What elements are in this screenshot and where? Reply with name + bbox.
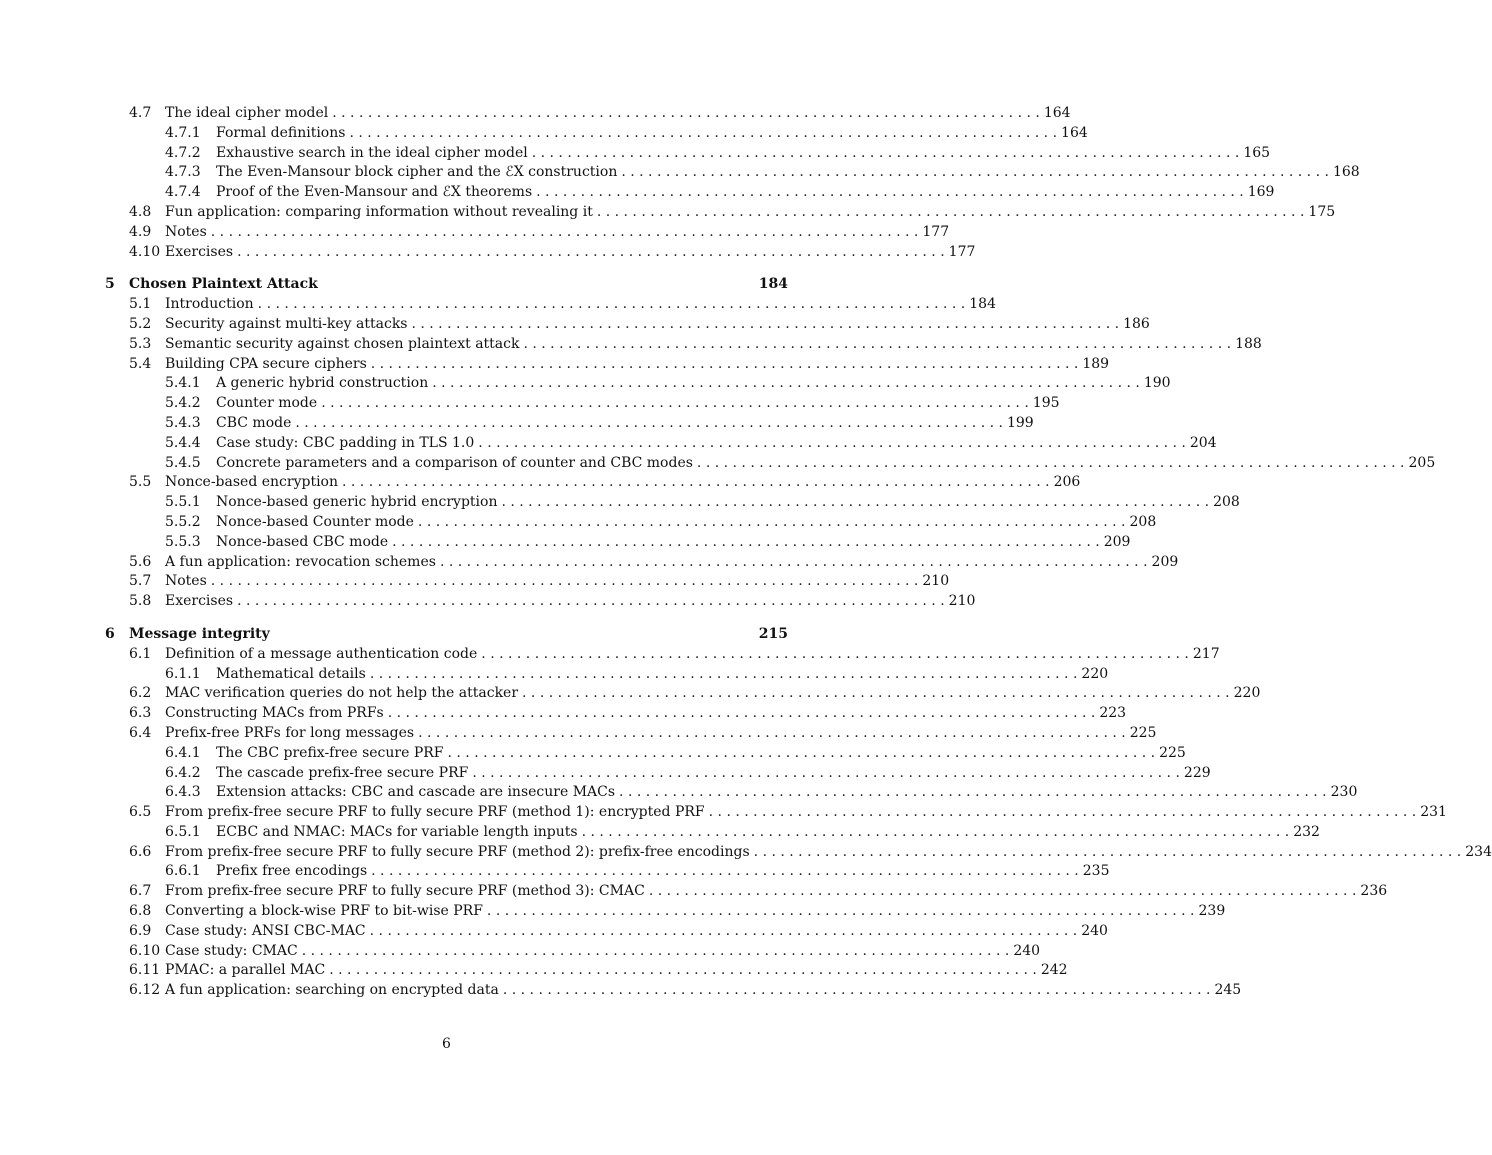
toc-entry-title: Prefix free encodings xyxy=(216,863,368,880)
dot-leader: . . . . . . . . . . . . . . . . . . . . . . . . . . . . . . . . . . . . . . . . . . . . . . . . . . . . . . . . . . . . . . . . . . . . . . . . . . . . . . . . xyxy=(387,705,1096,722)
toc-entry-title: Introduction xyxy=(165,296,254,313)
toc-entry-title: Counter mode xyxy=(216,395,318,412)
toc-entry-title: The Even-Mansour block cipher and the ℰX construction xyxy=(216,164,618,181)
toc-entry-title: Case study: CMAC xyxy=(165,942,298,959)
toc-entry-title: The ideal cipher model xyxy=(165,105,329,121)
toc-entry-title: Concrete parameters and a comparison of counter and CBC modes xyxy=(216,454,693,471)
dot-leader: . . . . . . . . . . . . . . . . . . . . . . . . . . . . . . . . . . . . . . . . . . . . . . . . . . . . . . . . . . . . . . . . . . . . . . . . . . . . . . . . xyxy=(621,164,1329,181)
toc-entry-page: 230 xyxy=(1330,784,1358,801)
toc-entry-title: MAC verification queries do not help the attacker xyxy=(165,685,519,702)
toc-entry-page: 189 xyxy=(1082,355,1110,372)
toc-section[interactable] xyxy=(105,882,1388,902)
toc-entry-number: 5 xyxy=(105,276,115,293)
dot-leader: . . . . . . . . . . . . . . . . . . . . . . . . . . . . . . . . . . . . . . . . . . . . . . . . . . . . . . . . . . . . . . . . . . . . . . . . . . . . . . . . xyxy=(321,395,1029,412)
toc-entry-page: 220 xyxy=(1233,685,1261,702)
toc-entry-page: 164 xyxy=(1061,124,1088,141)
toc-subsection[interactable] xyxy=(105,124,1088,144)
toc-entry-page: 169 xyxy=(1247,184,1275,201)
toc-entry-title: Mathematical details xyxy=(216,665,366,682)
toc-entry-title: Nonce-based Counter mode xyxy=(216,513,414,530)
toc-entry-page: 188 xyxy=(1235,335,1262,352)
toc-subsection[interactable] xyxy=(105,394,1060,414)
dot-leader: . . . . . . . . . . . . . . . . . . . . . . . . . . . . . . . . . . . . . . . . . . . . . . . . . . . . . . . . . . . . . . . . . . . . . . . . . . . . . . . . xyxy=(581,823,1290,840)
toc-entry-title: Nonce-based generic hybrid encryption xyxy=(216,494,498,511)
toc-entry-number: 6.4.3 xyxy=(165,784,201,801)
dot-leader: . . . . . . . . . . . . . . . . . . . . . . . . . . . . . . . . . . . . . . . . . . . . . . . . . . . . . . . . . . . . . . . . . . . . . . . . . . . . . . . . xyxy=(237,243,945,260)
toc-entry-title: From prefix-free secure PRF to fully secure PRF (method 1): encrypted PRF xyxy=(165,804,705,821)
toc-entry-title: Fun application: comparing information without revealing it xyxy=(165,203,593,220)
dot-leader: . . . . . . . . . . . . . . . . . . . . . . . . . . . . . . . . . . . . . . . . . . . . . . . . . . . . . . . . . . . . . . . . . . . . . . . . . . . . . . . . xyxy=(349,124,1058,141)
dot-leader: . . . . . . . . . . . . . . . . . . . . . . . . . . . . . . . . . . . . . . . . . . . . . . . . . . . . . . . . . . . . . . . . . . . . . . . . . . . . . . . . xyxy=(342,474,1050,491)
toc-entry-page: 190 xyxy=(1143,375,1171,392)
toc-entry-page: 242 xyxy=(1040,962,1068,979)
toc-entry-page: 215 xyxy=(758,625,788,642)
toc-entry-number: 4.7.2 xyxy=(165,144,201,161)
toc-entry-number: 6.9 xyxy=(129,922,152,939)
toc-entry-title: Nonce-based CBC mode xyxy=(216,533,389,550)
toc-subsection[interactable] xyxy=(105,144,1271,164)
toc-subsection[interactable] xyxy=(105,374,1171,394)
table-of-contents xyxy=(105,104,1492,1001)
toc-entry-number: 6.4 xyxy=(129,724,152,741)
toc-entry-page: 240 xyxy=(1081,922,1108,939)
toc-entry-number: 5.1 xyxy=(129,296,152,313)
toc-entry-number: 6.4.1 xyxy=(165,744,201,761)
toc-section[interactable] xyxy=(105,104,1071,124)
toc-entry-title: PMAC: a parallel MAC xyxy=(165,962,326,979)
toc-entry-page: 236 xyxy=(1360,883,1388,900)
toc-entry-page: 232 xyxy=(1293,823,1320,840)
toc-entry-number: 4.7.1 xyxy=(165,124,201,141)
toc-entry-title: Chosen Plaintext Attack xyxy=(129,276,318,293)
toc-section[interactable] xyxy=(105,902,1226,922)
toc-entry-number: 5.4.3 xyxy=(165,414,201,431)
toc-section[interactable] xyxy=(105,473,1081,493)
toc-entry-number: 5.4.2 xyxy=(165,395,201,412)
toc-entry-title: The cascade prefix-free secure PRF xyxy=(216,764,469,781)
toc-entry-title: A fun application: searching on encrypted data xyxy=(165,982,499,999)
toc-subsection[interactable] xyxy=(105,533,1131,553)
toc-entry-number: 6.10 xyxy=(129,942,161,959)
dot-leader: . . . . . . . . . . . . . . . . . . . . . . . . . . . . . . . . . . . . . . . . . . . . . . . . . . . . . . . . . . . . . . . . . . . . . . . . . . . . . . . . xyxy=(531,144,1240,161)
toc-subsection[interactable] xyxy=(105,744,1186,764)
toc-entry-page: 210 xyxy=(922,573,950,590)
toc-subsection[interactable] xyxy=(105,183,1275,203)
toc-entry-title: Extension attacks: CBC and cascade are insecure MACs xyxy=(216,784,616,801)
toc-subsection[interactable] xyxy=(105,414,1034,434)
toc-entry-number: 6.1.1 xyxy=(165,665,201,682)
toc-entry-page: 240 xyxy=(1013,942,1041,959)
toc-entry-number: 5.5.3 xyxy=(165,533,201,550)
toc-entry-title: Exercises xyxy=(165,243,234,260)
dot-leader: . . . . . . . . . . . . . . . . . . . . . . . . . . . . . . . . . . . . . . . . . . . . . . . . . . . . . . . . . . . . . . . . . . . . . . . . . . . . . . . . xyxy=(478,434,1186,451)
dot-leader: . . . . . . . . . . . . . . . . . . . . . . . . . . . . . . . . . . . . . . . . . . . . . . . . . . . . . . . . . . . . . . . . . . . . . . . . . . . . . . . . xyxy=(439,553,1148,570)
toc-subsection[interactable] xyxy=(105,513,1157,533)
toc-entry-title: A fun application: revocation schemes xyxy=(165,553,436,570)
dot-leader: . . . . . . . . . . . . . . . . . . . . . . . . . . . . . . . . . . . . . . . . . . . . . . . . . . . . . . . . . . . . . . . . . . . . . . . . . . . . . . . . xyxy=(753,843,1462,860)
dot-leader: . . . . . . . . . . . . . . . . . . . . . . . . . . . . . . . . . . . . . . . . . . . . . . . . . . . . . . . . . . . . . . . . . . . . . . . . . . . . . . . . xyxy=(523,335,1232,352)
toc-section[interactable] xyxy=(105,645,1220,665)
toc-section[interactable] xyxy=(105,724,1157,744)
toc-entry-number: 6.11 xyxy=(129,962,161,979)
toc-entry-title: CBC mode xyxy=(216,414,292,431)
dot-leader: . . . . . . . . . . . . . . . . . . . . . . . . . . . . . . . . . . . . . . . . . . . . . . . . . . . . . . . . . . . . . . . . . . . . . . . . . . . . . . . . xyxy=(501,494,1210,511)
toc-entry-page: 168 xyxy=(1332,164,1360,181)
toc-entry-number: 6.6 xyxy=(129,843,152,860)
toc-entry-page: 225 xyxy=(1159,744,1186,761)
toc-entry-page: 165 xyxy=(1243,144,1271,161)
toc-entry-title: Notes xyxy=(165,573,207,590)
toc-entry-number: 5.8 xyxy=(129,593,152,610)
toc-entry-title: Proof of the Even-Mansour and ℰX theorems xyxy=(216,184,533,201)
dot-leader: . . . . . . . . . . . . . . . . . . . . . . . . . . . . . . . . . . . . . . . . . . . . . . . . . . . . . . . . . . . . . . . . . . . . . . . . . . . . . . . . xyxy=(696,454,1405,471)
toc-entry-number: 4.10 xyxy=(129,243,161,260)
page-number: 6 xyxy=(442,1036,451,1052)
toc-section[interactable] xyxy=(105,572,950,592)
dot-leader: . . . . . . . . . . . . . . . . . . . . . . . . . . . . . . . . . . . . . . . . . . . . . . . . . . . . . . . . . . . . . . . . . . . . . . . . . . . . . . . . xyxy=(536,184,1244,201)
dot-leader: . . . . . . . . . . . . . . . . . . . . . . . . . . . . . . . . . . . . . . . . . . . . . . . . . . . . . . . . . . . . . . . . . . . . . . . . . . . . . . . . xyxy=(486,903,1195,920)
toc-entry-title: Prefix-free PRFs for long messages xyxy=(165,724,415,741)
dot-leader: . . . . . . . . . . . . . . . . . . . . . . . . . . . . . . . . . . . . . . . . . . . . . . . . . . . . . . . . . . . . . . . . . . . . . . . . . . . . . . . . xyxy=(648,883,1357,900)
toc-entry-title: Notes xyxy=(165,223,207,240)
toc-entry-number: 4.9 xyxy=(129,223,152,240)
dot-leader: . . . . . . . . . . . . . . . . . . . . . . . . . . . . . . . . . . . . . . . . . . . . . . . . . . . . . . . . . . . . . . . . . . . . . . . . . . . . . . . . xyxy=(418,724,1126,741)
toc-section[interactable] xyxy=(105,335,1262,355)
dot-leader: . . . . . . . . . . . . . . . . . . . . . . . . . . . . . . . . . . . . . . . . . . . . . . . . . . . . . . . . . . . . . . . . . . . . . . . . . . . . . . . . xyxy=(210,223,919,240)
toc-entry-number: 6.8 xyxy=(129,903,152,920)
toc-entry-number: 6.12 xyxy=(129,982,161,999)
toc-entry-title: Definition of a message authentication code xyxy=(165,645,478,662)
toc-entry-title: From prefix-free secure PRF to fully secure PRF (method 2): prefix-free encodings xyxy=(165,843,750,860)
dot-leader: . . . . . . . . . . . . . . . . . . . . . . . . . . . . . . . . . . . . . . . . . . . . . . . . . . . . . . . . . . . . . . . . . . . . . . . . . . . . . . . . xyxy=(708,804,1417,821)
toc-entry-number: 6.3 xyxy=(129,705,152,722)
toc-entry-title: The CBC prefix-free secure PRF xyxy=(216,744,444,761)
toc-entry-page: 177 xyxy=(922,223,950,240)
toc-entry-page: 199 xyxy=(1006,414,1034,431)
toc-entry-title: A generic hybrid construction xyxy=(216,375,429,392)
dot-leader: . . . . . . . . . . . . . . . . . . . . . . . . . . . . . . . . . . . . . . . . . . . . . . . . . . . . . . . . . . . . . . . . . . . . . . . . . . . . . . . . xyxy=(295,414,1003,431)
toc-entry-number: 5.5.2 xyxy=(165,513,201,530)
toc-section[interactable] xyxy=(105,704,1127,724)
toc-subsection[interactable] xyxy=(105,823,1320,843)
toc-entry-number: 6.6.1 xyxy=(165,863,201,880)
toc-section[interactable] xyxy=(105,922,1108,942)
dot-leader: . . . . . . . . . . . . . . . . . . . . . . . . . . . . . . . . . . . . . . . . . . . . . . . . . . . . . . . . . . . . . . . . . . . . . . . . . . . . . . . . xyxy=(301,942,1010,959)
toc-entry-page: 239 xyxy=(1198,903,1226,920)
toc-entry-number: 5.4.4 xyxy=(165,434,201,451)
dot-leader: . . . . . . . . . . . . . . . . . . . . . . . . . . . . . . . . . . . . . . . . . . . . . . . . . . . . . . . . . . . . . . . . . . . . . . . . . . . . . . . . xyxy=(522,685,1230,702)
toc-section[interactable] xyxy=(105,223,950,243)
toc-entry-number: 5.5.1 xyxy=(165,494,201,511)
toc-entry-number: 5.4.1 xyxy=(165,375,201,392)
toc-entry-page: 245 xyxy=(1214,982,1242,999)
toc-entry-page: 204 xyxy=(1189,434,1217,451)
toc-section[interactable] xyxy=(105,295,996,315)
dot-leader: . . . . . . . . . . . . . . . . . . . . . . . . . . . . . . . . . . . . . . . . . . . . . . . . . . . . . . . . . . . . . . . . . . . . . . . . . . . . . . . . xyxy=(619,784,1327,801)
dot-leader: . . . . . . . . . . . . . . . . . . . . . . . . . . . . . . . . . . . . . . . . . . . . . . . . . . . . . . . . . . . . . . . . . . . . . . . . . . . . . . . . xyxy=(237,593,945,610)
toc-entry-title: Constructing MACs from PRFs xyxy=(165,705,384,722)
toc-entry-title: Converting a block-wise PRF to bit-wise PRF xyxy=(165,903,483,920)
toc-entry-page: 208 xyxy=(1129,513,1157,530)
toc-entry-number: 5.4.5 xyxy=(165,454,201,471)
toc-entry-page: 223 xyxy=(1099,705,1127,722)
dot-leader: . . . . . . . . . . . . . . . . . . . . . . . . . . . . . . . . . . . . . . . . . . . . . . . . . . . . . . . . . . . . . . . . . . . . . . . . . . . . . . . . xyxy=(502,982,1211,999)
toc-subsection[interactable] xyxy=(105,454,1436,474)
toc-entry-title: From prefix-free secure PRF to fully secure PRF (method 3): CMAC xyxy=(165,883,645,900)
toc-entry-page: 175 xyxy=(1308,203,1336,220)
toc-section[interactable] xyxy=(105,961,1068,981)
toc-entry-number: 4.7 xyxy=(129,105,152,121)
toc-entry-number: 4.7.4 xyxy=(165,184,201,201)
toc-entry-page: 177 xyxy=(948,243,976,260)
dot-leader: . . . . . . . . . . . . . . . . . . . . . . . . . . . . . . . . . . . . . . . . . . . . . . . . . . . . . . . . . . . . . . . . . . . . . . . . . . . . . . . . xyxy=(432,375,1140,392)
toc-entry-title: Formal definitions xyxy=(216,124,346,141)
toc-entry-page: 231 xyxy=(1420,804,1447,821)
dot-leader: . . . . . . . . . . . . . . . . . . . . . . . . . . . . . . . . . . . . . . . . . . . . . . . . . . . . . . . . . . . . . . . . . . . . . . . . . . . . . . . . xyxy=(332,105,1040,121)
dot-leader: . . . . . . . . . . . . . . . . . . . . . . . . . . . . . . . . . . . . . . . . . . . . . . . . . . . . . . . . . . . . . . . . . . . . . . . . . . . . . . . . xyxy=(481,645,1189,662)
toc-entry-number: 6.1 xyxy=(129,645,152,662)
toc-section[interactable] xyxy=(105,203,1336,223)
toc-entry-number: 6.4.2 xyxy=(165,764,201,781)
toc-entry-page: 234 xyxy=(1465,843,1492,860)
toc-entry-page: 235 xyxy=(1082,863,1110,880)
toc-entry-number: 5.4 xyxy=(129,355,152,372)
toc-subsection[interactable] xyxy=(105,764,1211,784)
toc-entry-number: 5.5 xyxy=(129,474,152,491)
toc-entry-page: 195 xyxy=(1032,395,1060,412)
dot-leader: . . . . . . . . . . . . . . . . . . . . . . . . . . . . . . . . . . . . . . . . . . . . . . . . . . . . . . . . . . . . . . . . . . . . . . . . . . . . . . . . xyxy=(369,922,1078,939)
toc-entry-number: 6.5.1 xyxy=(165,823,201,840)
dot-leader: . . . . . . . . . . . . . . . . . . . . . . . . . . . . . . . . . . . . . . . . . . . . . . . . . . . . . . . . . . . . . . . . . . . . . . . . . . . . . . . . xyxy=(411,315,1120,332)
toc-entry-page: 210 xyxy=(948,593,976,610)
toc-subsection[interactable] xyxy=(105,493,1240,513)
toc-section[interactable] xyxy=(105,803,1447,823)
toc-entry-title: Case study: ANSI CBC-MAC xyxy=(165,922,366,939)
toc-section[interactable] xyxy=(105,315,1150,335)
dot-leader: . . . . . . . . . . . . . . . . . . . . . . . . . . . . . . . . . . . . . . . . . . . . . . . . . . . . . . . . . . . . . . . . . . . . . . . . . . . . . . . . xyxy=(329,962,1037,979)
toc-entry-number: 6.2 xyxy=(129,685,152,702)
toc-subsection[interactable] xyxy=(105,434,1217,454)
toc-entry-title: Nonce-based encryption xyxy=(165,474,338,491)
dot-leader: . . . . . . . . . . . . . . . . . . . . . . . . . . . . . . . . . . . . . . . . . . . . . . . . . . . . . . . . . . . . . . . . . . . . . . . . . . . . . . . . xyxy=(392,533,1100,550)
dot-leader: . . . . . . . . . . . . . . . . . . . . . . . . . . . . . . . . . . . . . . . . . . . . . . . . . . . . . . . . . . . . . . . . . . . . . . . . . . . . . . . . xyxy=(369,665,1078,682)
dot-leader: . . . . . . . . . . . . . . . . . . . . . . . . . . . . . . . . . . . . . . . . . . . . . . . . . . . . . . . . . . . . . . . . . . . . . . . . . . . . . . . . xyxy=(447,744,1156,761)
toc-section[interactable] xyxy=(105,243,976,263)
toc-chapter[interactable] xyxy=(105,625,788,645)
toc-entry-page: 220 xyxy=(1081,665,1109,682)
toc-entry-title: Exercises xyxy=(165,593,234,610)
dot-leader: . . . . . . . . . . . . . . . . . . . . . . . . . . . . . . . . . . . . . . . . . . . . . . . . . . . . . . . . . . . . . . . . . . . . . . . . . . . . . . . . xyxy=(472,764,1180,781)
toc-section[interactable] xyxy=(105,981,1242,1001)
toc-entry-title: Exhaustive search in the ideal cipher model xyxy=(216,144,528,161)
toc-entry-number: 4.8 xyxy=(129,203,152,220)
toc-entry-page: 184 xyxy=(969,296,996,313)
toc-entry-number: 6.5 xyxy=(129,804,152,821)
toc-entry-title: ECBC and NMAC: MACs for variable length inputs xyxy=(216,823,578,840)
toc-entry-page: 217 xyxy=(1192,645,1220,662)
dot-leader: . . . . . . . . . . . . . . . . . . . . . . . . . . . . . . . . . . . . . . . . . . . . . . . . . . . . . . . . . . . . . . . . . . . . . . . . . . . . . . . . xyxy=(596,203,1305,220)
toc-section[interactable] xyxy=(105,684,1261,704)
toc-entry-page: 225 xyxy=(1129,724,1157,741)
toc-section[interactable] xyxy=(105,355,1110,375)
toc-entry-number: 5.6 xyxy=(129,553,152,570)
dot-leader: . . . . . . . . . . . . . . . . . . . . . . . . . . . . . . . . . . . . . . . . . . . . . . . . . . . . . . . . . . . . . . . . . . . . . . . . . . . . . . . . xyxy=(417,513,1126,530)
toc-entry-title: Case study: CBC padding in TLS 1.0 xyxy=(216,434,475,451)
toc-section[interactable] xyxy=(105,942,1041,962)
toc-entry-page: 209 xyxy=(1151,553,1179,570)
toc-section[interactable] xyxy=(105,843,1492,863)
toc-entry-number: 6.7 xyxy=(129,883,152,900)
toc-chapter[interactable] xyxy=(105,275,788,295)
toc-entry-number: 5.2 xyxy=(129,315,152,332)
toc-entry-page: 186 xyxy=(1123,315,1150,332)
toc-entry-title: Building CPA secure ciphers xyxy=(165,355,367,372)
dot-leader: . . . . . . . . . . . . . . . . . . . . . . . . . . . . . . . . . . . . . . . . . . . . . . . . . . . . . . . . . . . . . . . . . . . . . . . . . . . . . . . . xyxy=(257,296,966,313)
toc-entry-title: Message integrity xyxy=(129,625,270,642)
toc-entry-page: 229 xyxy=(1183,764,1211,781)
toc-entry-page: 205 xyxy=(1408,454,1436,471)
toc-subsection[interactable] xyxy=(105,783,1358,803)
dot-leader: . . . . . . . . . . . . . . . . . . . . . . . . . . . . . . . . . . . . . . . . . . . . . . . . . . . . . . . . . . . . . . . . . . . . . . . . . . . . . . . . xyxy=(371,863,1079,880)
toc-entry-page: 184 xyxy=(758,276,788,293)
toc-section[interactable] xyxy=(105,592,976,612)
toc-subsection[interactable] xyxy=(105,862,1110,882)
dot-leader: . . . . . . . . . . . . . . . . . . . . . . . . . . . . . . . . . . . . . . . . . . . . . . . . . . . . . . . . . . . . . . . . . . . . . . . . . . . . . . . . xyxy=(210,573,919,590)
toc-entry-page: 164 xyxy=(1043,105,1071,121)
toc-entry-title: Security against multi-key attacks xyxy=(165,315,408,332)
toc-entry-page: 209 xyxy=(1103,533,1131,550)
toc-entry-title: Semantic security against chosen plaintext attack xyxy=(165,335,520,352)
toc-entry-number: 4.7.3 xyxy=(165,164,201,181)
toc-subsection[interactable] xyxy=(105,163,1360,183)
toc-section[interactable] xyxy=(105,553,1179,573)
toc-entry-number: 5.7 xyxy=(129,573,152,590)
toc-entry-number: 6 xyxy=(105,625,115,642)
toc-entry-number: 5.3 xyxy=(129,335,152,352)
toc-subsection[interactable] xyxy=(105,665,1109,685)
dot-leader: . . . . . . . . . . . . . . . . . . . . . . . . . . . . . . . . . . . . . . . . . . . . . . . . . . . . . . . . . . . . . . . . . . . . . . . . . . . . . . . . xyxy=(370,355,1079,372)
toc-entry-page: 208 xyxy=(1213,494,1240,511)
toc-entry-page: 206 xyxy=(1053,474,1081,491)
